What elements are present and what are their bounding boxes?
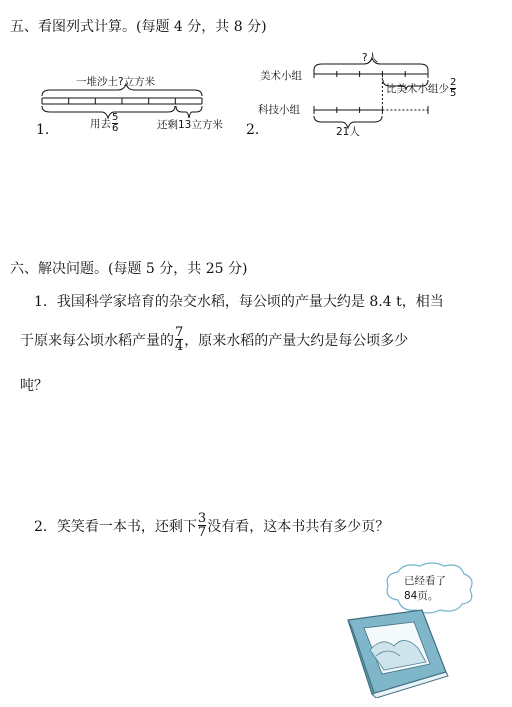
question-2-text-start: 2．笑笑看一本书，还剩下 bbox=[34, 518, 197, 535]
problem-2-compare bbox=[386, 78, 457, 99]
question-2-text-end: 没有看，这本书共有多少页？ bbox=[207, 518, 390, 535]
question-1-fraction-denominator: 4 bbox=[175, 339, 184, 354]
used-fraction bbox=[112, 113, 118, 134]
problem-2-number: 2. bbox=[246, 122, 260, 138]
section-6-title: 六、解决问题。(每题 5 分，共 25 分) bbox=[10, 261, 248, 277]
problem-2-question-label: ?人 bbox=[362, 52, 379, 64]
question-1-line-2-start: 于原来每公顷水稻产量的 bbox=[20, 332, 174, 349]
compare-fraction bbox=[450, 78, 456, 99]
bubble-line-2: 84页。 bbox=[404, 590, 439, 602]
compare-fraction-denominator: 5 bbox=[450, 88, 457, 99]
question-2-text bbox=[34, 512, 389, 539]
used-fraction-numerator: 5 bbox=[112, 112, 119, 123]
problem-1-used bbox=[90, 113, 119, 134]
compare-fraction-numerator: 2 bbox=[450, 77, 457, 88]
question-2-fraction-numerator: 3 bbox=[197, 511, 207, 526]
question-1-line-2-end: ，原来水稻的产量大约是每公顷多少 bbox=[184, 332, 409, 349]
tech-count-label: 21人 bbox=[336, 126, 360, 138]
section-5-title: 五、看图列式计算。(每题 4 分，共 8 分) bbox=[10, 19, 267, 35]
question-1-fraction-numerator: 7 bbox=[175, 325, 184, 340]
used-fraction-denominator: 6 bbox=[112, 123, 119, 134]
question-1-line-2 bbox=[20, 326, 408, 353]
problem-1-remain-label: 还剩13立方米 bbox=[157, 119, 223, 131]
used-label: 用去 bbox=[90, 118, 111, 130]
bubble-line-1: 已经看了 bbox=[404, 575, 446, 587]
problem-1-total-label: 一堆沙土?立方米 bbox=[76, 76, 156, 88]
compare-label: 比美术小组少 bbox=[386, 83, 449, 95]
question-1-fraction bbox=[175, 326, 183, 353]
question-1-line-3: 吨？ bbox=[20, 378, 48, 394]
bubble-text bbox=[404, 574, 446, 604]
question-1-line-1: 1．我国科学家培育的杂交水稻，每公顷的产量大约是 8.4 t，相当 bbox=[34, 294, 444, 310]
problem-1-number: 1. bbox=[36, 122, 50, 138]
book-illustration bbox=[342, 606, 452, 698]
question-2-fraction-denominator: 7 bbox=[197, 525, 207, 540]
book-icon bbox=[342, 606, 452, 698]
art-group-label: 美术小组 bbox=[260, 70, 302, 82]
tech-group-label: 科技小组 bbox=[258, 104, 300, 116]
question-2-fraction bbox=[198, 512, 206, 539]
